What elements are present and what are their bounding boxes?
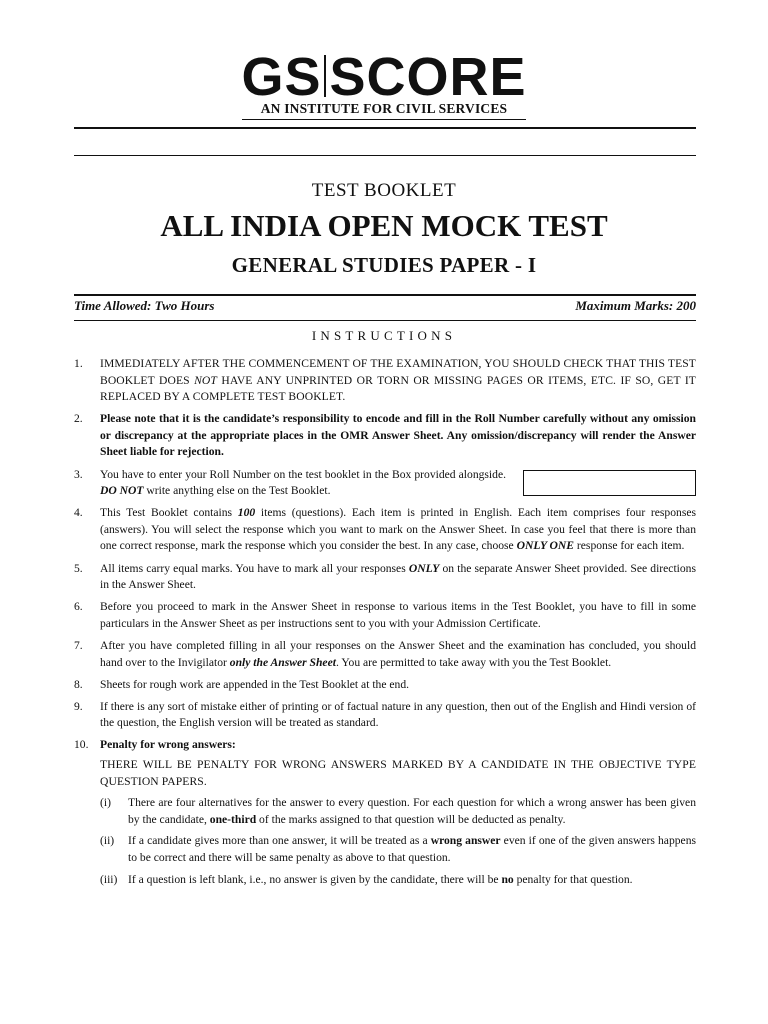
divider-meta <box>74 320 696 321</box>
instructions-list <box>74 356 696 894</box>
instruction-8 <box>74 677 696 694</box>
item-text: This Test Booklet contains <box>100 506 238 520</box>
item-text: If there is any sort of mistake either of printing or of factual nature in any question, then out of the English and Hindi version of the question, the English version will be treated as standard. <box>100 699 696 730</box>
maximum-marks: Maximum Marks: 200 <box>575 298 696 313</box>
item-number: 8. <box>74 677 83 691</box>
time-allowed: Time Allowed: Two Hours <box>74 298 215 313</box>
item-emphasis: DO NOT <box>100 484 144 498</box>
item-text: If a candidate gives more than one answer, it will be treated as a <box>128 834 431 848</box>
instructions-heading: INSTRUCTIONS <box>311 328 457 343</box>
item-text: HAVE ANY UNPRINTED OR TORN OR MISSING PAGES OR ITEMS, ETC. IF SO, GET IT REPLACED BY A COMPLETE TEST BOOKLET. <box>100 373 696 404</box>
item-text: You have to enter your Roll Number on the test booklet in the Box provided alongside. <box>100 467 506 481</box>
item-text: items (questions). Each item is printed in English. Each item comprises four responses (answers). You will select the response which you want to mark on the Answer Sheet. In case you feel that there is more than one correct response, mark the response which you consider the best. In any case, choose <box>100 506 696 553</box>
page-title: ALL INDIA OPEN MOCK TEST <box>160 208 608 243</box>
item-number: 6. <box>74 600 83 614</box>
item-emphasis: NOT <box>194 373 217 387</box>
item-number: 1. <box>74 357 83 370</box>
item-emphasis: one-third <box>209 812 257 826</box>
item-text: of the marks assigned to that question will be deducted as penalty. <box>256 812 566 826</box>
logo-gs: GS <box>241 47 322 107</box>
item-number: 2. <box>74 412 83 426</box>
item-number: 3. <box>74 467 83 481</box>
item-emphasis: ONLY <box>408 561 440 575</box>
item-text: . You are permitted to take away with you the Test Booklet. <box>335 655 612 669</box>
penalty-rule-1 <box>100 795 696 828</box>
sub-number: (ii) <box>100 834 115 848</box>
penalty-paragraph: THERE WILL BE PENALTY FOR WRONG ANSWERS MARKED BY A CANDIDATE IN THE OBJECTIVE TYPE QUESTION PAPERS. <box>100 757 696 788</box>
item-text: If a question is left blank, i.e., no answer is given by the candidate, there will be <box>128 872 502 886</box>
logo-separator <box>324 55 326 97</box>
instruction-5 <box>74 561 696 594</box>
item-text: write anything else on the Test Booklet. <box>143 484 331 498</box>
instruction-1 <box>74 356 696 406</box>
instruction-6 <box>74 599 696 632</box>
instruction-9 <box>74 699 696 732</box>
divider-header <box>74 294 696 296</box>
sub-number: (iii) <box>100 872 118 886</box>
item-number: 10. <box>74 738 89 752</box>
penalty-rule-2 <box>100 833 696 866</box>
instruction-10 <box>74 737 696 888</box>
tagline: AN INSTITUTE FOR CIVIL SERVICES <box>260 101 508 116</box>
item-number: 7. <box>74 638 83 652</box>
instruction-2 <box>74 411 696 461</box>
instruction-4 <box>74 505 696 555</box>
tagline-block <box>242 98 526 120</box>
penalty-rule-3 <box>100 872 696 889</box>
item-text: penalty for that question. <box>513 872 633 886</box>
item-text: All items carry equal marks. You have to mark all your responses <box>100 561 409 575</box>
divider-top <box>74 127 696 129</box>
item-number: 5. <box>74 561 83 575</box>
item-text: After you have completed filling in all your responses on the Answer Sheet and the examination has concluded, you should hand over to the Invigilator <box>100 638 696 669</box>
instruction-7 <box>74 638 696 671</box>
item-text: IMMEDIATELY AFTER THE COMMENCEMENT OF THE EXAMINATION, YOU SHOULD CHECK THAT THIS TEST BOOKLET DOES <box>100 357 696 387</box>
item-text: There are four alternatives for the answer to every question. For each question for which a wrong answer has been given by the candidate, <box>128 796 696 826</box>
divider-top-thin <box>74 155 696 156</box>
item-text: response for each item. <box>574 539 685 553</box>
logo <box>0 47 768 107</box>
item-number: 4. <box>74 506 83 520</box>
item-text: on the separate Answer Sheet provided. See directions in the Answer Sheet. <box>100 561 696 592</box>
sub-number: (i) <box>100 796 111 810</box>
instruction-3 <box>74 467 696 500</box>
item-text: Sheets for rough work are appended in the Test Booklet at the end. <box>100 677 410 691</box>
item-text: Please note that it is the candidate’s responsibility to encode and fill in the Roll Number carefully without any omission or discrepancy at the appropriate places in the OMR Answer Sheet. Any omission/discrepancy will render the Answer Sheet liable for rejection. <box>100 412 696 459</box>
item-emphasis: no <box>501 872 514 886</box>
item-emphasis: only the Answer Sheet <box>229 655 336 669</box>
item-number: 9. <box>74 699 83 713</box>
logo-score: SCORE <box>329 47 527 107</box>
item-emphasis: wrong answer <box>430 834 501 848</box>
item-text: even if one of the given answers happens to be correct and there will be same penalty as above to that question. <box>128 834 696 864</box>
item-emphasis: ONLY ONE <box>516 539 575 553</box>
item-emphasis: 100 <box>237 506 256 520</box>
booklet-label: TEST BOOKLET <box>311 180 457 201</box>
penalty-title: Penalty for wrong answers: <box>100 738 236 752</box>
item-text: Before you proceed to mark in the Answer Sheet in response to various items in the Test Booklet, you have to fill in some particulars in the Answer Sheet as per instructions sent to you with your Admission Certificate. <box>100 600 696 630</box>
paper-title: GENERAL STUDIES PAPER - I <box>231 253 537 277</box>
